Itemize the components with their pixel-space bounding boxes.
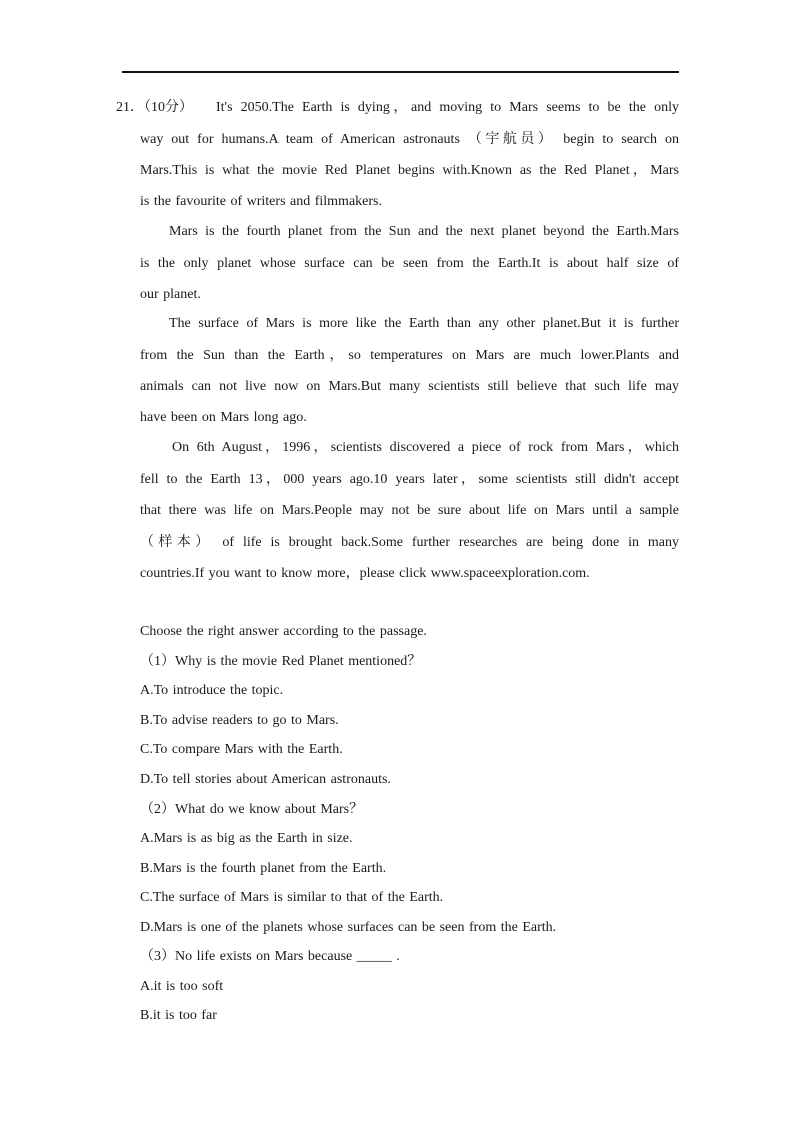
- passage-line: Mars is the fourth planet from the Sun and the next planet beyond the Earth.Mars: [169, 224, 679, 239]
- passage-line: Mars.This is what the movie Red Planet begins with.Known as the Red Planet，Mars: [140, 163, 679, 178]
- passage-line: （样本） of life is brought back.Some further researches are being done in many: [140, 535, 679, 550]
- passage-line: fell to the Earth 13，000 years ago.10 years later，some scientists still didn't accept: [140, 472, 679, 487]
- passage-line: is the favourite of writers and filmmakers.: [140, 194, 382, 209]
- passage-line: that there was life on Mars.People may not be sure about life on Mars until a sample: [140, 503, 679, 518]
- option: A.it is too soft: [140, 979, 224, 994]
- passage-line: On 6th August，1996，scientists discovered a piece of rock from Mars，which: [172, 440, 679, 455]
- passage-line: way out for humans.A team of American astronauts （宇航员） begin to search on: [140, 132, 679, 147]
- option: A.To introduce the topic.: [140, 683, 284, 698]
- passage-line: have been on Mars long ago.: [140, 410, 307, 425]
- question-number-and-points: 21．（10分）: [116, 100, 193, 115]
- sub-question-1: （1）Why is the movie Red Planet mentioned？: [140, 654, 422, 669]
- passage-line: is the only planet whose surface can be seen from the Earth.It is about half size of: [140, 256, 679, 271]
- passage-line: our planet.: [140, 287, 201, 302]
- passage-line: countries.If you want to know more，please click www.spaceexploration.com.: [140, 566, 590, 581]
- instruction: Choose the right answer according to the passage.: [140, 624, 427, 639]
- option: C.To compare Mars with the Earth.: [140, 742, 343, 757]
- option: B.it is too far: [140, 1008, 217, 1023]
- passage-line: from the Sun than the Earth，so temperatures on Mars are much lower.Plants and: [140, 348, 679, 363]
- passage-line: It's 2050.The Earth is dying，and moving to Mars seems to be the only: [216, 100, 679, 115]
- option: D.To tell stories about American astronauts.: [140, 772, 391, 787]
- passage-line: The surface of Mars is more like the Earth than any other planet.But it is further: [169, 316, 679, 331]
- option: B.To advise readers to go to Mars.: [140, 713, 339, 728]
- sub-question-2: （2）What do we know about Mars？: [140, 802, 364, 817]
- sub-question-3: （3）No life exists on Mars because _____ .: [140, 949, 400, 964]
- option: D.Mars is one of the planets whose surfaces can be seen from the Earth.: [140, 920, 557, 935]
- passage-line: animals can not live now on Mars.But many scientists still believe that such life may: [140, 379, 679, 394]
- option: C.The surface of Mars is similar to that of the Earth.: [140, 890, 444, 905]
- option: A.Mars is as big as the Earth in size.: [140, 831, 353, 846]
- option: B.Mars is the fourth planet from the Earth.: [140, 861, 387, 876]
- top-rule: [122, 71, 679, 73]
